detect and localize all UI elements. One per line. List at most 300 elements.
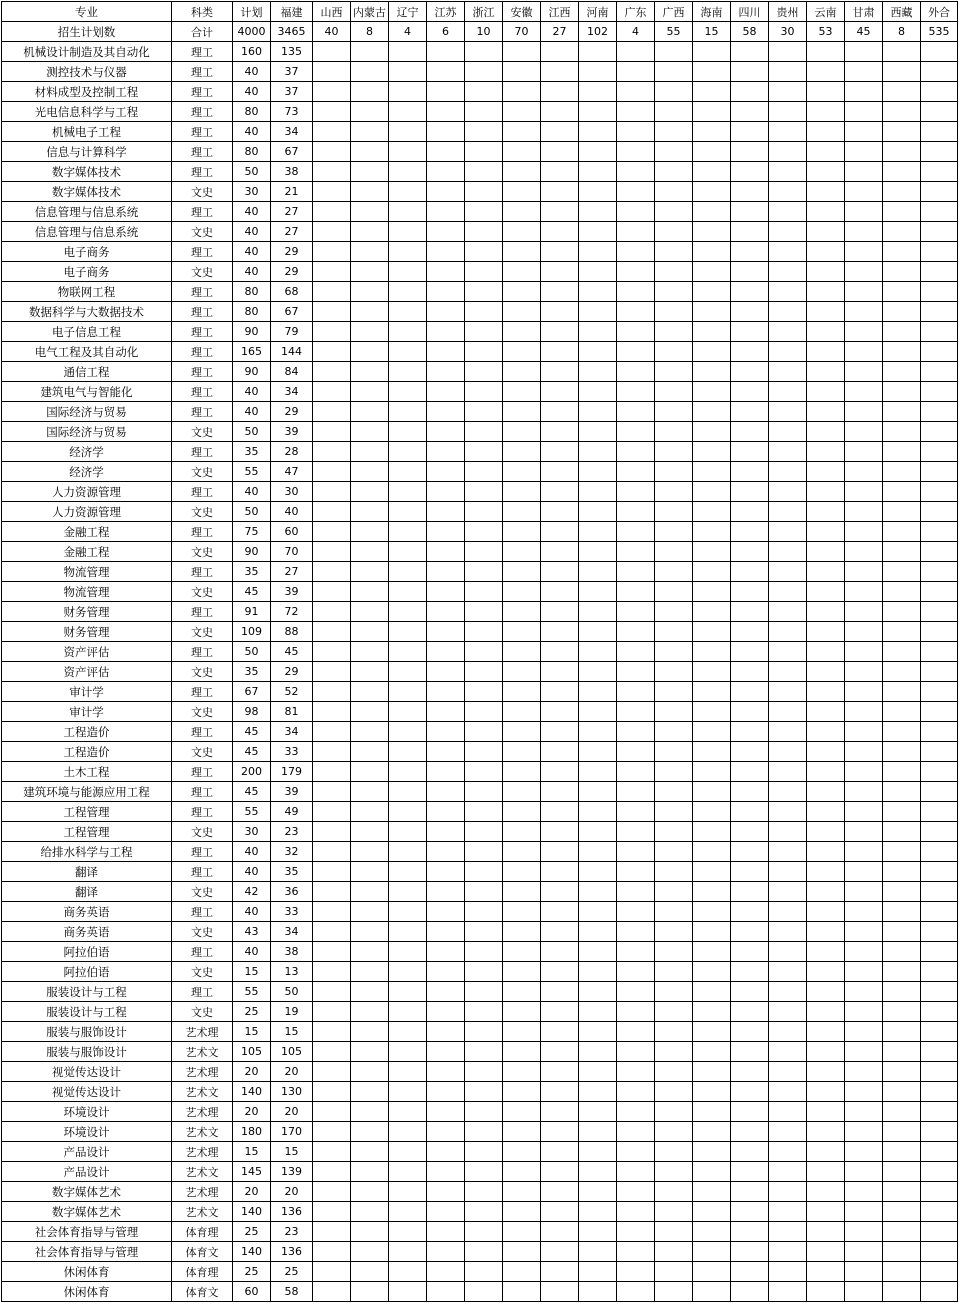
table-cell: [807, 1142, 845, 1162]
table-cell: 140: [233, 1242, 271, 1262]
table-cell: [845, 342, 883, 362]
table-cell: [655, 1002, 693, 1022]
table-cell: 60: [233, 1282, 271, 1302]
table-cell: 40: [233, 902, 271, 922]
table-cell: [465, 962, 503, 982]
table-cell: 29: [271, 262, 313, 282]
table-cell: [579, 1222, 617, 1242]
table-cell: [731, 442, 769, 462]
table-cell: [465, 262, 503, 282]
table-cell: [655, 942, 693, 962]
table-cell: 建筑环境与能源应用工程: [2, 782, 172, 802]
table-cell: [769, 202, 807, 222]
table-cell: [617, 542, 655, 562]
table-cell: 休闲体育: [2, 1282, 172, 1302]
table-cell: 阿拉伯语: [2, 942, 172, 962]
table-cell: [921, 242, 958, 262]
table-row: [2, 1082, 958, 1102]
table-cell: [883, 1202, 921, 1222]
table-cell: [541, 822, 579, 842]
table-cell: [465, 422, 503, 442]
table-cell: [541, 362, 579, 382]
table-row: [2, 442, 958, 462]
table-cell: 理工: [172, 202, 233, 222]
table-cell: [845, 222, 883, 242]
table-cell: [883, 462, 921, 482]
table-cell: [351, 122, 389, 142]
table-cell: [883, 1182, 921, 1202]
table-cell: [465, 242, 503, 262]
table-cell: [313, 1022, 351, 1042]
table-cell: [579, 922, 617, 942]
table-cell: [693, 42, 731, 62]
table-cell: [655, 242, 693, 262]
table-cell: 20: [233, 1182, 271, 1202]
table-cell: 34: [271, 122, 313, 142]
table-cell: [883, 162, 921, 182]
table-cell: [655, 122, 693, 142]
column-header: 专业: [2, 2, 172, 22]
table-cell: 文史: [172, 262, 233, 282]
table-row: [2, 922, 958, 942]
table-cell: [883, 422, 921, 442]
table-cell: [655, 562, 693, 582]
table-cell: [807, 382, 845, 402]
table-cell: [503, 1242, 541, 1262]
table-cell: [769, 422, 807, 442]
table-cell: [579, 362, 617, 382]
table-cell: [731, 222, 769, 242]
table-cell: [503, 662, 541, 682]
table-cell: [427, 82, 465, 102]
table-cell: 45: [233, 722, 271, 742]
table-cell: 理工: [172, 782, 233, 802]
table-cell: [351, 1022, 389, 1042]
table-cell: 19: [271, 1002, 313, 1022]
table-cell: [883, 562, 921, 582]
table-cell: [731, 942, 769, 962]
table-cell: [351, 282, 389, 302]
table-cell: [465, 562, 503, 582]
table-cell: 15: [233, 1142, 271, 1162]
table-cell: [731, 462, 769, 482]
column-header: 外合: [921, 2, 958, 22]
table-cell: [503, 82, 541, 102]
table-cell: [769, 182, 807, 202]
table-cell: [465, 1242, 503, 1262]
table-cell: [389, 1282, 427, 1302]
table-cell: [503, 1202, 541, 1222]
table-cell: 理工: [172, 902, 233, 922]
table-cell: [921, 362, 958, 382]
table-cell: [769, 262, 807, 282]
table-cell: 环境设计: [2, 1102, 172, 1122]
table-cell: 视觉传达设计: [2, 1062, 172, 1082]
table-cell: [883, 1142, 921, 1162]
table-cell: [541, 1102, 579, 1122]
table-cell: 40: [233, 262, 271, 282]
table-cell: 物流管理: [2, 562, 172, 582]
table-cell: [427, 62, 465, 82]
table-cell: [921, 1142, 958, 1162]
table-cell: [617, 782, 655, 802]
table-cell: 人力资源管理: [2, 502, 172, 522]
table-cell: [769, 562, 807, 582]
table-cell: [655, 282, 693, 302]
table-cell: [655, 702, 693, 722]
table-cell: [313, 462, 351, 482]
table-cell: [617, 1082, 655, 1102]
table-cell: [921, 42, 958, 62]
table-cell: 数字媒体艺术: [2, 1202, 172, 1222]
table-cell: [845, 1142, 883, 1162]
table-cell: [541, 522, 579, 542]
table-cell: [807, 162, 845, 182]
table-cell: [313, 1002, 351, 1022]
table-cell: 理工: [172, 302, 233, 322]
table-cell: 67: [233, 682, 271, 702]
column-header: 海南: [693, 2, 731, 22]
table-cell: [579, 442, 617, 462]
table-cell: [655, 142, 693, 162]
table-cell: [883, 1102, 921, 1122]
table-cell: [313, 242, 351, 262]
table-cell: [807, 62, 845, 82]
table-cell: [541, 1062, 579, 1082]
table-cell: [465, 1082, 503, 1102]
table-cell: 艺术文: [172, 1202, 233, 1222]
table-row: [2, 1042, 958, 1062]
table-cell: [655, 842, 693, 862]
table-cell: [921, 1282, 958, 1302]
table-cell: [617, 522, 655, 542]
table-cell: [731, 962, 769, 982]
table-cell: [617, 122, 655, 142]
table-cell: [313, 682, 351, 702]
table-cell: 42: [233, 882, 271, 902]
table-cell: 理工: [172, 982, 233, 1002]
table-cell: [579, 602, 617, 622]
table-cell: 58: [731, 22, 769, 42]
table-cell: [807, 302, 845, 322]
table-cell: [693, 842, 731, 862]
table-cell: [883, 262, 921, 282]
table-cell: 55: [655, 22, 693, 42]
table-cell: [807, 1042, 845, 1062]
table-cell: [693, 402, 731, 422]
table-cell: [541, 82, 579, 102]
table-cell: [731, 782, 769, 802]
table-cell: [921, 442, 958, 462]
table-cell: [807, 362, 845, 382]
table-cell: [503, 862, 541, 882]
table-cell: [313, 42, 351, 62]
table-cell: [845, 1162, 883, 1182]
column-header: 安徽: [503, 2, 541, 22]
table-cell: [769, 782, 807, 802]
table-cell: 40: [233, 382, 271, 402]
table-cell: 土木工程: [2, 762, 172, 782]
table-cell: 理工: [172, 62, 233, 82]
table-cell: [351, 342, 389, 362]
table-cell: 52: [271, 682, 313, 702]
table-cell: [731, 242, 769, 262]
table-cell: [769, 462, 807, 482]
table-cell: [921, 162, 958, 182]
table-cell: 38: [271, 162, 313, 182]
table-cell: [351, 302, 389, 322]
table-cell: [617, 1282, 655, 1302]
table-cell: [655, 1182, 693, 1202]
table-cell: [541, 262, 579, 282]
table-row: [2, 322, 958, 342]
table-row: [2, 362, 958, 382]
table-cell: [921, 782, 958, 802]
table-cell: [921, 1102, 958, 1122]
table-cell: [655, 742, 693, 762]
table-cell: [845, 1102, 883, 1122]
table-cell: [313, 82, 351, 102]
table-cell: [655, 1222, 693, 1242]
table-cell: [769, 402, 807, 422]
table-cell: [617, 382, 655, 402]
table-cell: [541, 982, 579, 1002]
table-cell: 机械设计制造及其自动化: [2, 42, 172, 62]
table-cell: [617, 882, 655, 902]
table-cell: [503, 162, 541, 182]
column-header: 福建: [271, 2, 313, 22]
table-cell: [731, 642, 769, 662]
table-cell: 38: [271, 942, 313, 962]
table-cell: [731, 602, 769, 622]
table-cell: [503, 182, 541, 202]
table-cell: [351, 182, 389, 202]
table-row: [2, 722, 958, 742]
table-cell: 40: [233, 62, 271, 82]
table-cell: [389, 102, 427, 122]
table-cell: [731, 1242, 769, 1262]
table-cell: [693, 982, 731, 1002]
table-cell: [617, 242, 655, 262]
table-cell: 文史: [172, 222, 233, 242]
table-cell: 文史: [172, 742, 233, 762]
table-row: [2, 1182, 958, 1202]
table-cell: [693, 242, 731, 262]
table-cell: 32: [271, 842, 313, 862]
table-cell: [579, 1022, 617, 1042]
table-cell: 文史: [172, 1002, 233, 1022]
table-cell: 通信工程: [2, 362, 172, 382]
table-cell: [731, 1082, 769, 1102]
table-cell: [845, 62, 883, 82]
table-cell: [389, 442, 427, 462]
table-cell: [655, 1262, 693, 1282]
table-cell: [465, 1102, 503, 1122]
table-cell: 170: [271, 1122, 313, 1142]
table-cell: [351, 702, 389, 722]
table-cell: [921, 742, 958, 762]
table-cell: [389, 862, 427, 882]
table-cell: 84: [271, 362, 313, 382]
column-header: 甘肃: [845, 2, 883, 22]
table-cell: [427, 942, 465, 962]
table-cell: [541, 402, 579, 422]
table-cell: [541, 1222, 579, 1242]
table-cell: 翻译: [2, 882, 172, 902]
table-cell: [541, 462, 579, 482]
table-cell: [731, 862, 769, 882]
table-cell: [655, 902, 693, 922]
table-cell: [883, 602, 921, 622]
table-cell: [541, 282, 579, 302]
table-cell: 15: [233, 962, 271, 982]
table-row: [2, 1242, 958, 1262]
table-cell: [655, 1242, 693, 1262]
table-cell: [351, 1242, 389, 1262]
table-cell: [617, 1142, 655, 1162]
table-cell: [313, 282, 351, 302]
table-cell: [427, 822, 465, 842]
table-cell: [313, 182, 351, 202]
table-cell: [579, 842, 617, 862]
table-cell: [845, 242, 883, 262]
table-cell: [389, 742, 427, 762]
table-cell: [503, 502, 541, 522]
table-cell: [579, 82, 617, 102]
table-cell: [503, 982, 541, 1002]
table-cell: [845, 1262, 883, 1282]
table-cell: [921, 1162, 958, 1182]
table-cell: 招生计划数: [2, 22, 172, 42]
table-cell: [465, 682, 503, 702]
table-cell: [731, 1002, 769, 1022]
table-cell: [845, 622, 883, 642]
table-cell: 27: [271, 222, 313, 242]
table-cell: 40: [233, 482, 271, 502]
table-cell: [389, 642, 427, 662]
table-cell: [769, 1182, 807, 1202]
table-cell: 90: [233, 542, 271, 562]
table-cell: [313, 1182, 351, 1202]
table-cell: 理工: [172, 642, 233, 662]
table-cell: [465, 1182, 503, 1202]
table-cell: [731, 1202, 769, 1222]
table-cell: [427, 522, 465, 542]
table-cell: [389, 602, 427, 622]
table-cell: [845, 162, 883, 182]
table-cell: [807, 542, 845, 562]
table-cell: [389, 1042, 427, 1062]
table-row: [2, 702, 958, 722]
table-cell: [807, 622, 845, 642]
table-cell: [541, 142, 579, 162]
table-cell: [921, 402, 958, 422]
table-cell: [807, 802, 845, 822]
table-cell: [503, 62, 541, 82]
table-cell: [807, 882, 845, 902]
table-cell: 测控技术与仪器: [2, 62, 172, 82]
table-cell: [921, 342, 958, 362]
table-cell: [731, 762, 769, 782]
table-cell: 产品设计: [2, 1162, 172, 1182]
table-cell: [617, 162, 655, 182]
table-cell: [579, 382, 617, 402]
table-cell: 35: [233, 662, 271, 682]
table-cell: [313, 302, 351, 322]
table-cell: [389, 782, 427, 802]
table-cell: [883, 142, 921, 162]
table-cell: [503, 462, 541, 482]
table-cell: [617, 302, 655, 322]
table-cell: [389, 422, 427, 442]
table-cell: [351, 462, 389, 482]
table-cell: [503, 802, 541, 822]
table-cell: [845, 862, 883, 882]
table-cell: [541, 702, 579, 722]
table-cell: [845, 782, 883, 802]
table-cell: [693, 342, 731, 362]
table-cell: [351, 102, 389, 122]
table-cell: 40: [233, 202, 271, 222]
table-cell: [921, 1042, 958, 1062]
table-cell: [731, 482, 769, 502]
table-cell: 39: [271, 422, 313, 442]
table-cell: 53: [807, 22, 845, 42]
table-cell: [579, 262, 617, 282]
table-cell: [693, 1142, 731, 1162]
table-cell: [579, 742, 617, 762]
table-cell: [883, 482, 921, 502]
table-row: [2, 562, 958, 582]
table-cell: [693, 1082, 731, 1102]
table-cell: [503, 942, 541, 962]
table-cell: [579, 42, 617, 62]
table-cell: [465, 802, 503, 822]
table-cell: [351, 1162, 389, 1182]
table-cell: [579, 822, 617, 842]
table-cell: [617, 422, 655, 442]
table-cell: 20: [233, 1062, 271, 1082]
column-header: 山西: [313, 2, 351, 22]
table-cell: [465, 282, 503, 302]
table-cell: 73: [271, 102, 313, 122]
table-cell: 29: [271, 662, 313, 682]
table-cell: [427, 862, 465, 882]
table-cell: 金融工程: [2, 522, 172, 542]
table-cell: [807, 962, 845, 982]
table-cell: [427, 1042, 465, 1062]
table-cell: [313, 362, 351, 382]
table-cell: [427, 1182, 465, 1202]
table-cell: 13: [271, 962, 313, 982]
table-cell: [427, 1082, 465, 1102]
table-cell: [845, 722, 883, 742]
table-cell: [427, 622, 465, 642]
table-cell: [503, 362, 541, 382]
table-cell: 给排水科学与工程: [2, 842, 172, 862]
table-cell: [655, 922, 693, 942]
table-cell: [427, 442, 465, 462]
table-cell: 工程管理: [2, 822, 172, 842]
table-cell: 艺术文: [172, 1122, 233, 1142]
table-cell: [731, 1182, 769, 1202]
table-cell: [389, 802, 427, 822]
table-cell: [693, 802, 731, 822]
table-cell: 经济学: [2, 442, 172, 462]
table-cell: 140: [233, 1082, 271, 1102]
table-cell: [731, 722, 769, 742]
table-cell: [807, 822, 845, 842]
